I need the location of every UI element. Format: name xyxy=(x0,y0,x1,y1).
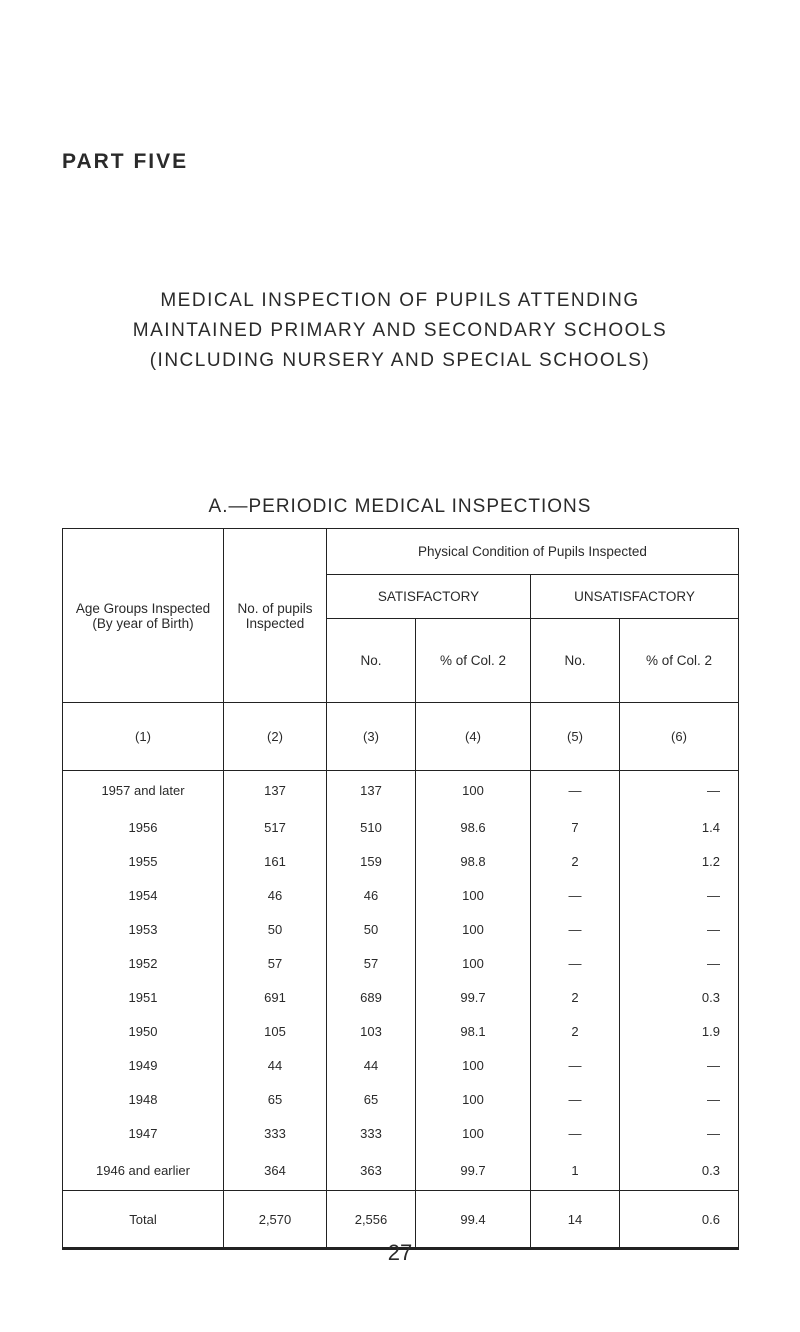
total-sat-no: 2,556 xyxy=(327,1191,416,1249)
cell-sat-no: 333 xyxy=(327,1117,416,1151)
cell-unsat-pct: — xyxy=(620,879,739,913)
table-row xyxy=(63,1151,739,1191)
table-row xyxy=(63,913,739,947)
table-row xyxy=(63,879,739,913)
cell-sat-pct: 99.7 xyxy=(416,981,531,1015)
cell-inspected: 50 xyxy=(224,913,327,947)
cell-sat-pct: 100 xyxy=(416,1049,531,1083)
cell-sat-no: 103 xyxy=(327,1015,416,1049)
cell-unsat-pct: 1.4 xyxy=(620,811,739,845)
heading-line-2: MAINTAINED PRIMARY AND SECONDARY SCHOOLS xyxy=(132,320,668,341)
cell-inspected: 137 xyxy=(224,771,327,811)
cell-sat-pct: 98.6 xyxy=(416,811,531,845)
cell-inspected: 161 xyxy=(224,845,327,879)
part-title: PART FIVE xyxy=(62,150,189,173)
heading-line-3: (INCLUDING NURSERY AND SPECIAL SCHOOLS) xyxy=(149,350,651,371)
cell-unsat-no: — xyxy=(531,1083,620,1117)
col-number-6: (6) xyxy=(620,703,739,771)
table-row xyxy=(63,811,739,845)
cell-inspected: 57 xyxy=(224,947,327,981)
cell-unsat-no: 2 xyxy=(531,845,620,879)
cell-age: 1955 xyxy=(63,845,224,879)
cell-sat-pct: 100 xyxy=(416,1083,531,1117)
cell-sat-no: 50 xyxy=(327,913,416,947)
cell-inspected: 691 xyxy=(224,981,327,1015)
cell-age: 1950 xyxy=(63,1015,224,1049)
cell-unsat-no: — xyxy=(531,947,620,981)
cell-age: 1949 xyxy=(63,1049,224,1083)
header-physical-condition: Physical Condition of Pupils Inspected xyxy=(327,529,739,575)
cell-inspected: 364 xyxy=(224,1151,327,1191)
cell-sat-no: 65 xyxy=(327,1083,416,1117)
cell-sat-no: 159 xyxy=(327,845,416,879)
cell-unsat-pct: — xyxy=(620,947,739,981)
header-unsatisfactory: UNSATISFACTORY xyxy=(531,575,739,619)
cell-age: 1946 and earlier xyxy=(63,1151,224,1191)
cell-inspected: 105 xyxy=(224,1015,327,1049)
header-unsat-pct: % of Col. 2 xyxy=(620,619,739,703)
cell-unsat-no: — xyxy=(531,771,620,811)
cell-age: 1957 and later xyxy=(63,771,224,811)
total-unsat-pct: 0.6 xyxy=(620,1191,739,1249)
cell-unsat-no: — xyxy=(531,913,620,947)
cell-sat-pct: 100 xyxy=(416,947,531,981)
header-sat-pct: % of Col. 2 xyxy=(416,619,531,703)
section-subheading: A.—PERIODIC MEDICAL INSPECTIONS xyxy=(208,496,592,517)
table-row xyxy=(63,947,739,981)
cell-unsat-no: 1 xyxy=(531,1151,620,1191)
cell-sat-no: 689 xyxy=(327,981,416,1015)
cell-unsat-pct: 0.3 xyxy=(620,1151,739,1191)
cell-unsat-pct: 0.3 xyxy=(620,981,739,1015)
cell-unsat-no: 2 xyxy=(531,981,620,1015)
cell-sat-no: 137 xyxy=(327,771,416,811)
total-inspected: 2,570 xyxy=(224,1191,327,1249)
table-row xyxy=(63,1049,739,1083)
main-heading xyxy=(40,286,760,376)
heading-line-1: MEDICAL INSPECTION OF PUPILS ATTENDING xyxy=(160,290,640,311)
total-sat-pct: 99.4 xyxy=(416,1191,531,1249)
cell-unsat-no: — xyxy=(531,879,620,913)
cell-age: 1947 xyxy=(63,1117,224,1151)
cell-unsat-no: — xyxy=(531,1117,620,1151)
header-unsat-no: No. xyxy=(531,619,620,703)
cell-sat-no: 46 xyxy=(327,879,416,913)
total-unsat-no: 14 xyxy=(531,1191,620,1249)
cell-sat-pct: 99.7 xyxy=(416,1151,531,1191)
cell-sat-pct: 100 xyxy=(416,771,531,811)
header-age-groups: Age Groups Inspected (By year of Birth) xyxy=(63,529,224,703)
col-number-1: (1) xyxy=(63,703,224,771)
cell-unsat-pct: — xyxy=(620,913,739,947)
page-number: 27 xyxy=(387,1240,413,1265)
col-number-5: (5) xyxy=(531,703,620,771)
header-no-pupils: No. of pupils Inspected xyxy=(224,529,327,703)
cell-sat-pct: 100 xyxy=(416,879,531,913)
cell-sat-no: 510 xyxy=(327,811,416,845)
cell-sat-pct: 100 xyxy=(416,1117,531,1151)
cell-sat-no: 44 xyxy=(327,1049,416,1083)
cell-age: 1948 xyxy=(63,1083,224,1117)
cell-unsat-no: 7 xyxy=(531,811,620,845)
table-row xyxy=(63,771,739,811)
cell-inspected: 517 xyxy=(224,811,327,845)
cell-unsat-pct: — xyxy=(620,771,739,811)
cell-sat-pct: 98.1 xyxy=(416,1015,531,1049)
cell-sat-no: 57 xyxy=(327,947,416,981)
cell-unsat-no: 2 xyxy=(531,1015,620,1049)
cell-unsat-pct: 1.9 xyxy=(620,1015,739,1049)
cell-inspected: 44 xyxy=(224,1049,327,1083)
cell-sat-pct: 100 xyxy=(416,913,531,947)
cell-age: 1951 xyxy=(63,981,224,1015)
table-row xyxy=(63,1117,739,1151)
cell-unsat-pct: — xyxy=(620,1083,739,1117)
table-row xyxy=(63,981,739,1015)
cell-sat-pct: 98.8 xyxy=(416,845,531,879)
cell-unsat-pct: — xyxy=(620,1117,739,1151)
col-number-3: (3) xyxy=(327,703,416,771)
cell-sat-no: 363 xyxy=(327,1151,416,1191)
table-row xyxy=(63,1015,739,1049)
cell-inspected: 46 xyxy=(224,879,327,913)
table-row xyxy=(63,1083,739,1117)
cell-age: 1956 xyxy=(63,811,224,845)
cell-age: 1953 xyxy=(63,913,224,947)
header-satisfactory: SATISFACTORY xyxy=(327,575,531,619)
cell-age: 1954 xyxy=(63,879,224,913)
cell-unsat-pct: — xyxy=(620,1049,739,1083)
col-number-2: (2) xyxy=(224,703,327,771)
cell-age: 1952 xyxy=(63,947,224,981)
inspection-table xyxy=(62,528,739,1250)
col-number-4: (4) xyxy=(416,703,531,771)
cell-unsat-no: — xyxy=(531,1049,620,1083)
total-label: Total xyxy=(63,1191,224,1249)
cell-inspected: 65 xyxy=(224,1083,327,1117)
cell-inspected: 333 xyxy=(224,1117,327,1151)
table-row xyxy=(63,845,739,879)
header-sat-no: No. xyxy=(327,619,416,703)
cell-unsat-pct: 1.2 xyxy=(620,845,739,879)
